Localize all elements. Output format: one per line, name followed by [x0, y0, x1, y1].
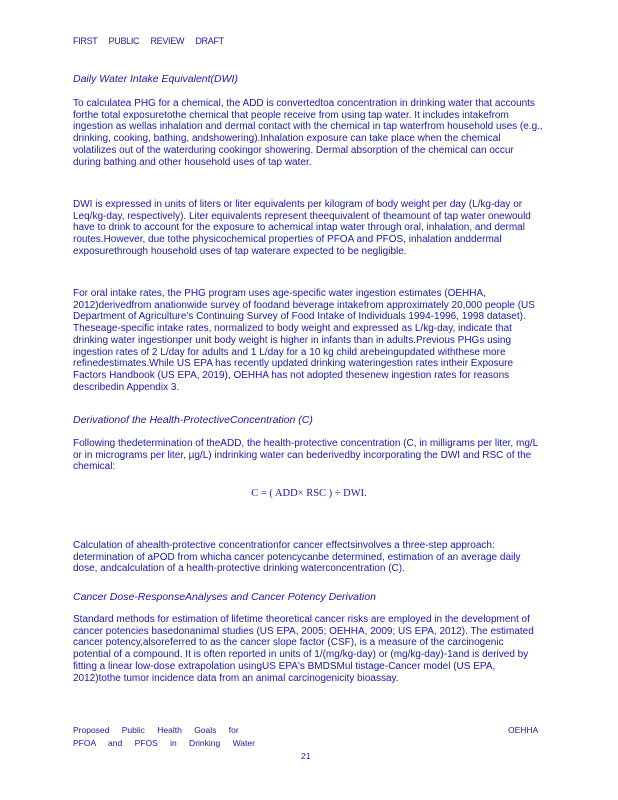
- cancer-heading: Cancer Dose-ResponseAnalyses and Cancer Potency Derivation: [73, 591, 376, 603]
- dwi-paragraph-2: DWI is expressed in units of liters or liter equivalents per kilogram of body weight per day (L/kg-day or Leq/kg-day, respectively). Liter equivalents represent theequivalent of theamount of tap water onewould have to drink to account for the exposure to achemical intap water through oral, inhalation, and dermal routes.However, due tothe physicochemical properties of PFOA and PFOS, inhalation anddermal exposurethrough household uses of tap waterare expected to be negligible.: [73, 199, 531, 257]
- concentration-formula: C = ( ADD× RSC ) ÷ DWI.: [251, 488, 367, 499]
- derivation-heading: Derivationof the Health-ProtectiveConcentration (C): [73, 414, 313, 426]
- subsection-heading: [90, 514, 454, 524]
- page-number: 21: [301, 751, 311, 761]
- footer-agency: OEHHA: [508, 725, 539, 735]
- cancer-paragraph: Standard methods for estimation of lifetime theoretical cancer risks are employed in the development of cancer potencies basedonanimal studies (US EPA, 2005; OEHHA, 2009; US EPA, 2012). The estimated cancer potency,alsoreferred to as the cancer slope factor (CSF), is a measure of the carcinogenic potential of a compound. It is often reported in units of 1/(mg/kg-day) or (mg/kg-day)-1and is derived by fitting a linear low-dose extrapolation usingUS EPA's BMDSMul tistage-Cancer model (US EPA, 2012)tothe tumor incidence data from an animal carcinogenicity bioassay.: [73, 614, 534, 684]
- dwi-heading: Daily Water Intake Equivalent(DWI): [73, 73, 238, 85]
- draft-header: FIRST PUBLIC REVIEW DRAFT: [73, 36, 224, 46]
- dwi-paragraph-1: To calculatea PHG for a chemical, the ADD is convertedtoa concentration in drinking water that accounts forthe total exposuretothe chemical that people receive from using tap water. It includes intakefrom ingestion as wellas inhalation and dermal contact with the chemical in tap waterfrom household uses (e.g., drinking, cooking, bathing, andshowering).Inhalation exposure can take place when the chemical volatilizes out of the waterduring cookingor showering. Dermal absorption of the chemical can occur during bathing and other household uses of tap water.: [73, 98, 543, 168]
- dwi-paragraph-3: For oral intake rates, the PHG program uses age-specific water ingestion estimates (OEHHA, 2012)derivedfrom anationwide survey of foodand beverage intakefrom approximately 20,000 people (US Department of Agriculture's Continuing Survey of Food Intake of Individuals 1994-1996, 1998 dataset). Theseage-specific intake rates, normalized to body weight and expressed as L/kg-day, indicate that drinking water ingestionper unit body weight is higher in infants than in adults.Previous PHGs using ingestion rates of 2 L/day for adults and 1 L/day for a 10 kg child arebeingupdated withthese more refinedestimates.While US EPA has recently updated drinking wateringestion rates intheir Exposure Factors Handbook (US EPA, 2019), OEHHA has not adopted thesenew ingestion rates for reasons describedin Appendix 3.: [73, 288, 535, 393]
- derivation-paragraph: Following thedetermination of theADD, the health-protective concentration (C, in milligrams per liter, mg/L or in micrograms per liter, µg/L) indrinking water can bederivedby incorporating the DWI and RSC of the chemical:: [73, 438, 538, 473]
- footer-title-line-1: Proposed Public Health Goals for: [73, 725, 239, 735]
- footer-title-line-2: PFOA and PFOS in Drinking Water: [73, 738, 255, 748]
- cancer-intro-paragraph: Calculation of ahealth-protective concentrationfor cancer effectsinvolves a three-step approach: determination of aPOD from whicha cancer potencycanbe determined, estimation of an average daily dose, andcalculation of a health-protective drinking waterconcentration (C).: [73, 540, 521, 575]
